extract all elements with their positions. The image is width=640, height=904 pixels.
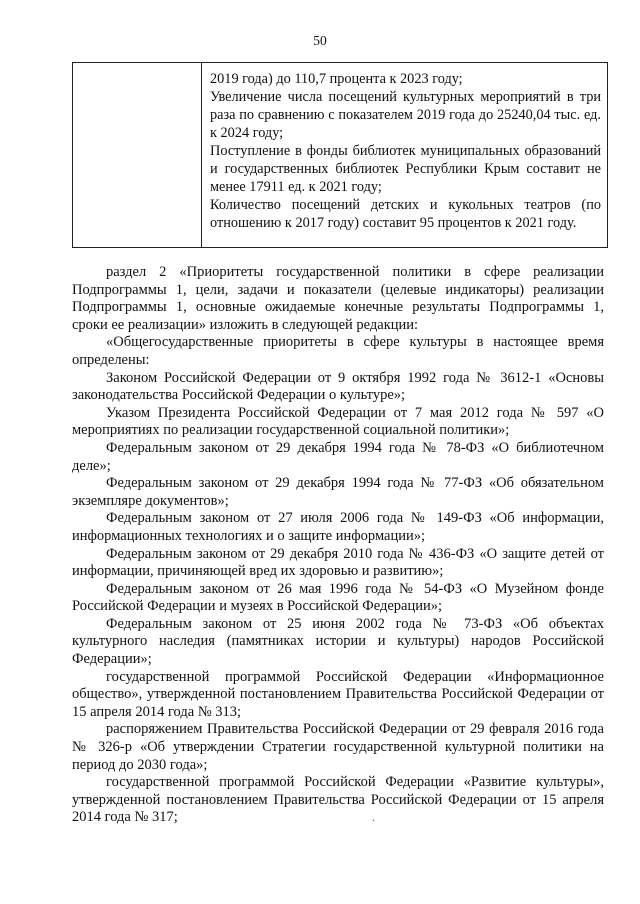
paragraph: государственной программой Российской Федерации «Информационное общество», утвержденной постановлением Правительства Российской Федерации от 15 апреля 2014 года № 313; — [72, 668, 604, 720]
body-text — [72, 264, 604, 827]
paragraph: распоряжением Правительства Российской Федерации от 29 февраля 2016 года № 326-р «Об утверждении Стратегии государственной культурной политики на период до 2030 года»; — [72, 721, 604, 773]
paragraph: Указом Президента Российской Федерации от 7 мая 2012 года № 597 «О мероприятиях по реализации государственной социальной политики»; — [72, 404, 604, 439]
table-cell-text: Увеличение числа посещений культурных мероприятий в три раза по сравнению с показателем 2019 года до 25240,04 тыс. ед. к 2024 году; — [210, 89, 601, 141]
paragraph: Федеральным законом от 25 июня 2002 года № 73-ФЗ «Об объектах культурного наследия (памятниках истории и культуры) народов Российской Федерации»; — [72, 615, 604, 668]
paragraph: раздел 2 «Приоритеты государственной политики в сфере реализации Подпрограммы 1, цели, задачи и показатели (целевые индикаторы) реализации Подпрограммы 1, основные ожидаемые конечные результаты Подпрограммы 1, сроки ее реализации» изложить в следующей редакции: — [72, 264, 604, 333]
table-cell-text: Поступление в фонды библиотек муниципальных образований и государственных библиотек Республики Крым составит не менее 17911 ед. к 2021 году; — [210, 143, 601, 195]
paragraph: государственной программой Российской Федерации «Развитие культуры», утвержденной постановлением Правительства Российской Федерации от 15 апреля 2014 года № 317; — [72, 774, 604, 826]
paragraph: Федеральным законом от 29 декабря 2010 года № 436-ФЗ «О защите детей от информации, причиняющей вред их здоровью и развитию»; — [72, 545, 604, 580]
paragraph: Федеральным законом от 26 мая 1996 года № 54-ФЗ «О Музейном фонде Российской Федерации и музеях в Российской Федерации»; — [72, 580, 604, 615]
paragraph: «Общегосударственные приоритеты в сфере культуры в настоящее время определены: — [72, 334, 604, 368]
paragraph: Федеральным законом от 29 декабря 1994 года № 77-ФЗ «Об обязательном экземпляре документов»; — [72, 475, 604, 509]
table-cell-text: Количество посещений детских и кукольных театров (по отношению к 2017 году) составит 95 процентов к 2021 году. — [210, 197, 601, 231]
table-left-cell — [73, 63, 202, 247]
paragraph: Законом Российской Федерации от 9 октября 1992 года № 3612-1 «Основы законодательства Российской Федерации о культуре»; — [72, 369, 604, 404]
table-cell-text: 2019 года) до 110,7 процента к 2023 году; — [210, 71, 463, 87]
table-right-cell — [202, 63, 607, 247]
paragraph: Федеральным законом от 29 декабря 1994 года № 78-ФЗ «О библиотечном деле»; — [72, 439, 604, 474]
stray-mark: . — [372, 810, 375, 824]
paragraph: Федеральным законом от 27 июля 2006 года № 149-ФЗ «Об информации, информационных технологиях и о защите информации»; — [72, 510, 604, 544]
indicators-table — [72, 62, 608, 248]
page-number: 50 — [313, 33, 327, 48]
